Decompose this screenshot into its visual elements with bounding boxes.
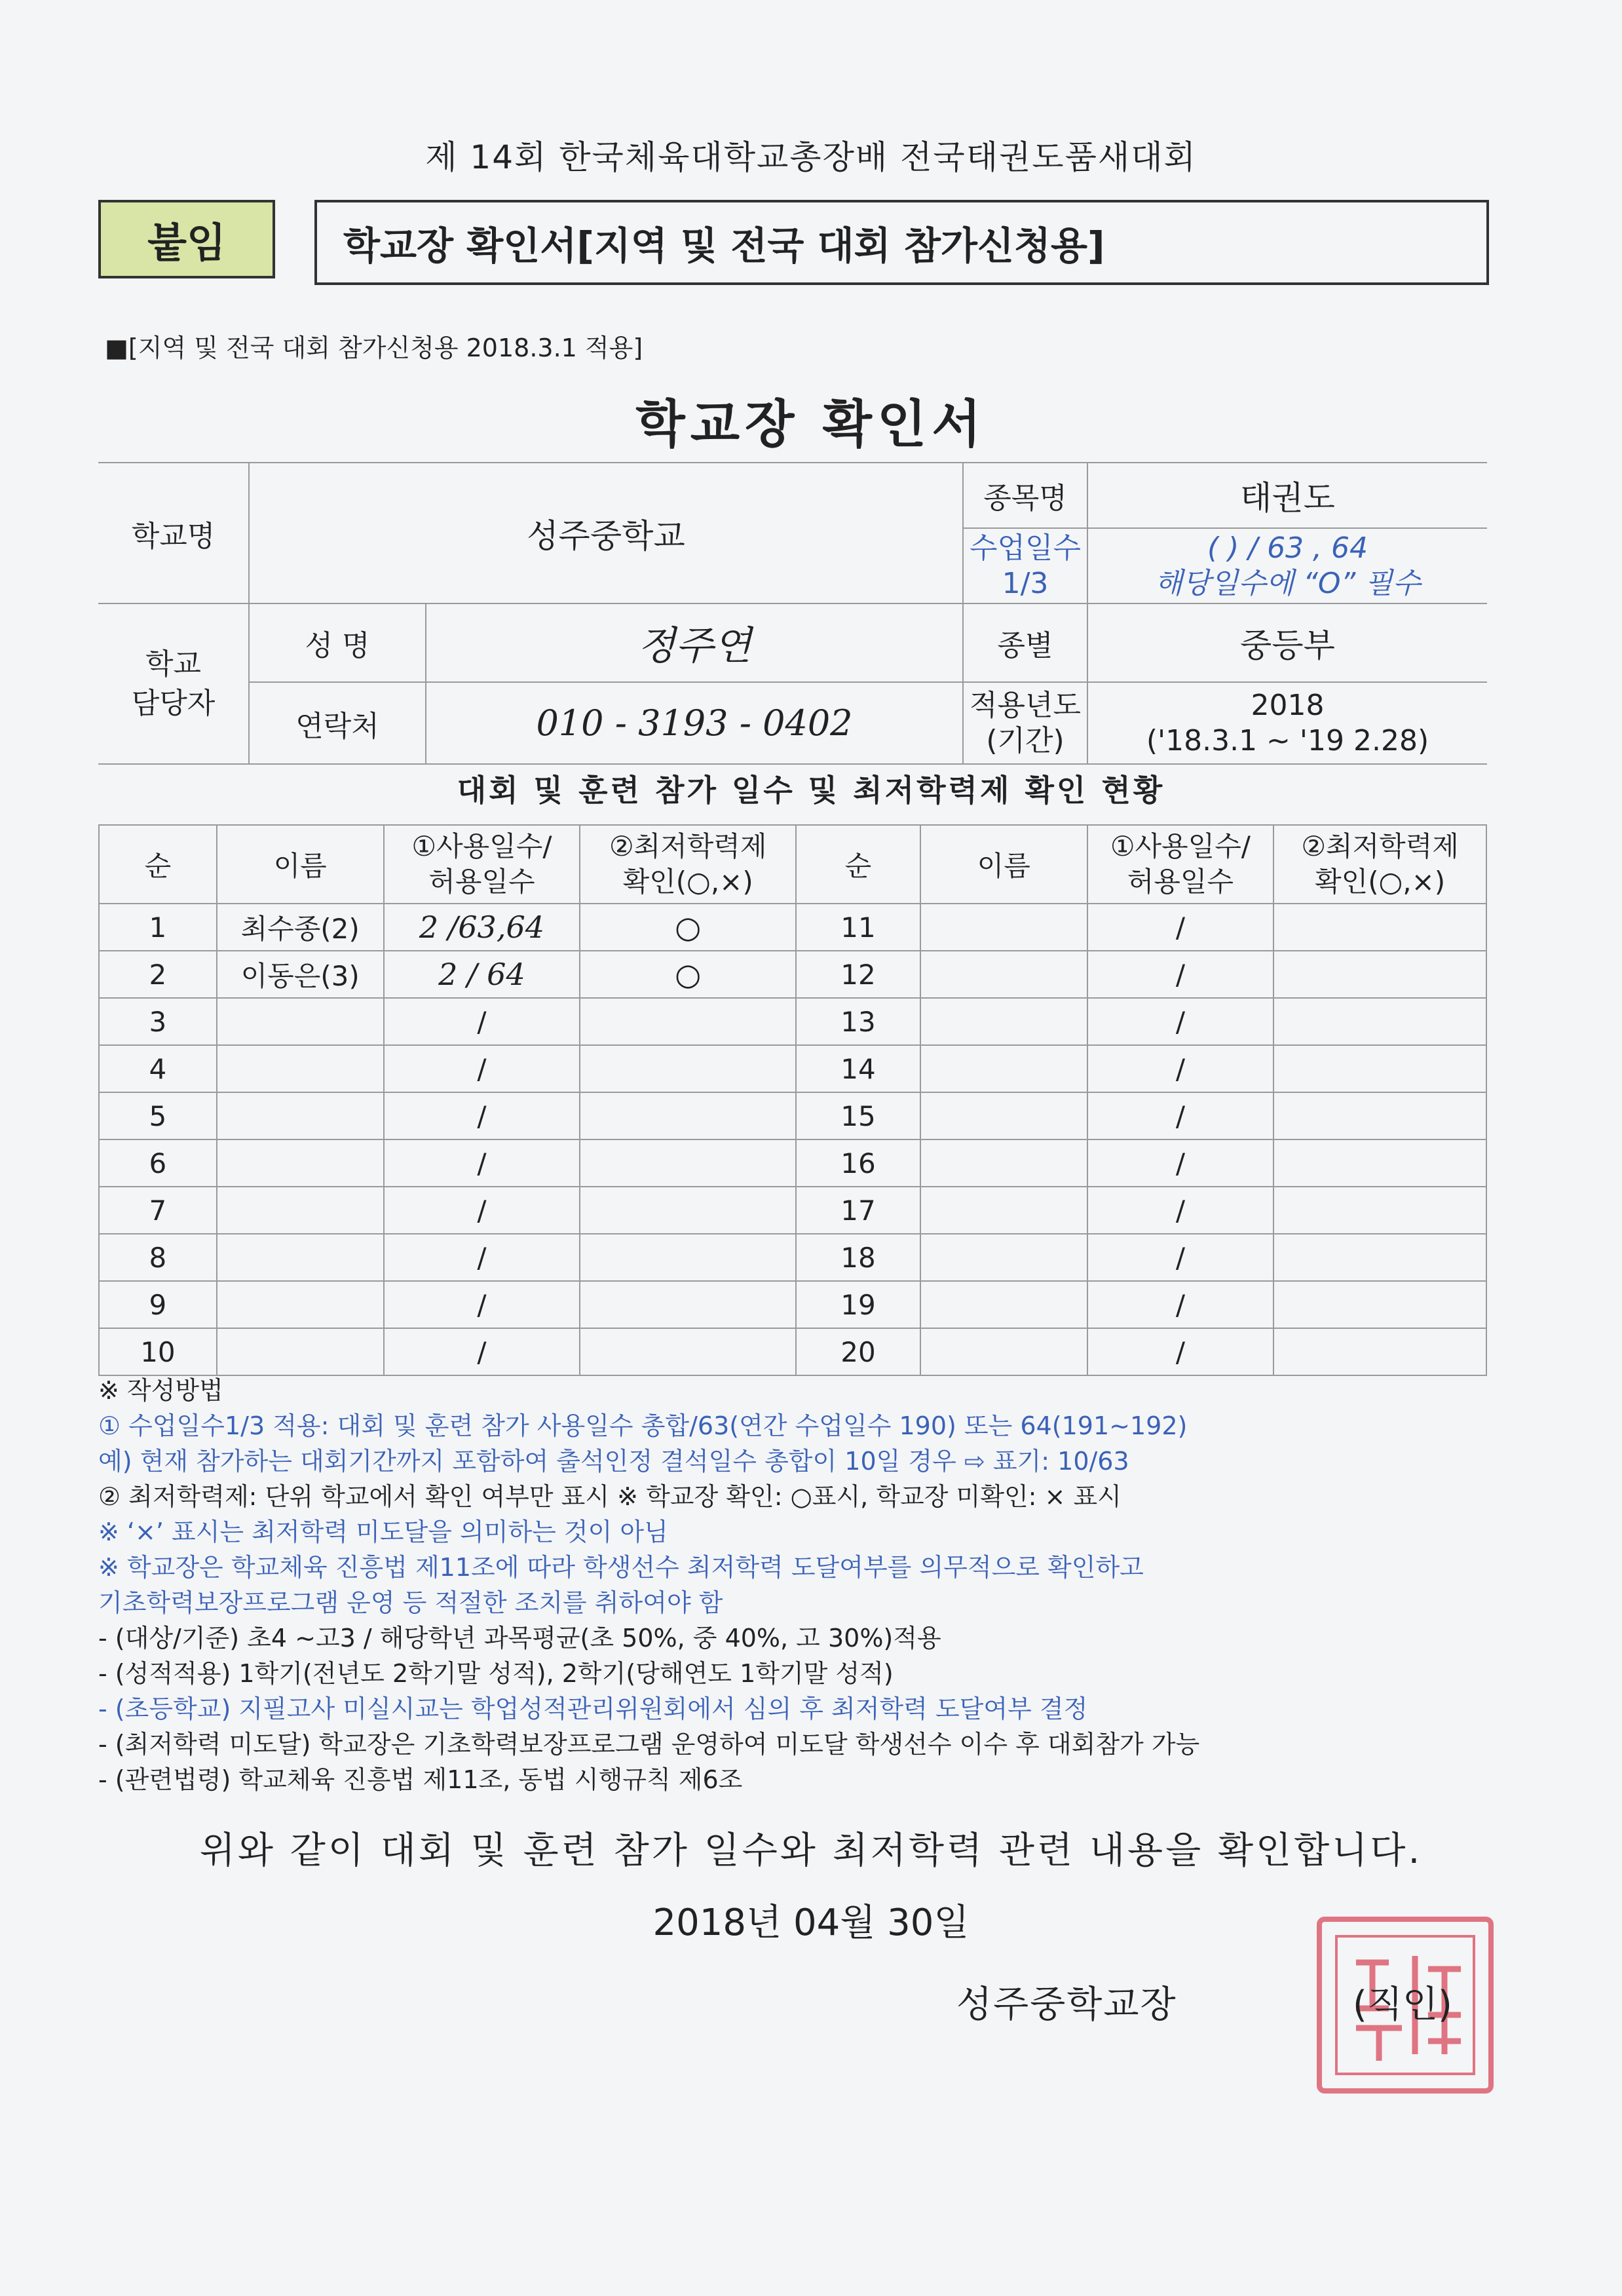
- instruction-line: 예) 현재 참가하는 대회기간까지 포함하여 출석인정 결석일수 총합이 10일 경우 ⇨ 표기: 10/63: [98, 1447, 1129, 1476]
- row-number: 1: [99, 904, 217, 951]
- col-days: [384, 825, 580, 904]
- days-used: /: [384, 998, 580, 1045]
- grade-check: [1273, 1328, 1486, 1375]
- row-number: 4: [99, 1045, 217, 1092]
- table-row: [99, 1092, 1486, 1139]
- row-number: 10: [99, 1328, 217, 1375]
- row-number: 7: [99, 1187, 217, 1234]
- division-label: 종별: [963, 603, 1087, 682]
- instruction-line: ※ 학교장은 학교체육 진흥법 제11조에 따라 학생선수 최저학력 도달여부를 의무적으로 확인하고: [98, 1553, 1144, 1582]
- instruction-line: ① 수업일수1/3 적용: 대회 및 훈련 참가 사용일수 총합/63(연간 수업일수 190) 또는 64(191~192): [98, 1411, 1188, 1440]
- student-name: [217, 1187, 384, 1234]
- grade-check: [1273, 904, 1486, 951]
- info-table: [98, 462, 1487, 765]
- grade-check: [580, 1139, 796, 1187]
- table-row: [99, 904, 1486, 951]
- student-name: [920, 998, 1087, 1045]
- days-used: /: [384, 1187, 580, 1234]
- grade-check: [1273, 1281, 1486, 1328]
- year-label-line2: (기간): [986, 723, 1065, 757]
- instruction-line: - (대상/기준) 초4 ~고3 / 해당학년 과목평균(초 50%, 중 40%, 고 30%)적용: [98, 1624, 941, 1653]
- table-row: [99, 1187, 1486, 1234]
- instruction-line: - (최저학력 미도달) 학교장은 기초학력보장프로그램 운영하여 미도달 학생선수 이수 후 대회참가 가능: [98, 1730, 1200, 1759]
- student-name: [217, 1045, 384, 1092]
- days-used: /: [1087, 1281, 1274, 1328]
- days-used: /: [1087, 904, 1274, 951]
- year-label-line1: 적용년도: [969, 688, 1081, 722]
- col-days-line2: 허용일수: [428, 866, 535, 898]
- student-name: [217, 1139, 384, 1187]
- instruction-line: ※ ‘×’ 표시는 최저학력 미도달을 의미하는 것이 아님: [98, 1518, 668, 1546]
- days-used: /: [1087, 998, 1274, 1045]
- grade-check: [1273, 1234, 1486, 1281]
- grade-check: [580, 1328, 796, 1375]
- staff-label-line2: 담당자: [131, 686, 216, 720]
- grade-check: [580, 1092, 796, 1139]
- row-number: 16: [796, 1139, 920, 1187]
- table-row: [99, 1045, 1486, 1092]
- col-grade-line2: 확인(○,×): [622, 866, 753, 898]
- days-used: /: [1087, 1139, 1274, 1187]
- row-number: 15: [796, 1092, 920, 1139]
- contact-label: 연락처: [249, 682, 426, 764]
- sport-value: 태권도: [1087, 463, 1487, 528]
- student-name: [217, 998, 384, 1045]
- grade-check: [580, 1045, 796, 1092]
- days-used: /: [1087, 1234, 1274, 1281]
- contact-value: 010 - 3193 - 0402: [426, 682, 963, 764]
- row-number: 8: [99, 1234, 217, 1281]
- grade-check: [580, 1281, 796, 1328]
- instruction-line: - (성적적용) 1학기(전년도 2학기말 성적), 2학기(당해연도 1학기말 성적): [98, 1659, 894, 1688]
- row-number: 12: [796, 951, 920, 998]
- instruction-line: - (초등학교) 지필고사 미실시교는 학업성적관리위원회에서 심의 후 최저학력 도달여부 결정: [98, 1694, 1088, 1723]
- grade-check: [580, 1187, 796, 1234]
- student-name: [920, 951, 1087, 998]
- table-row: [99, 951, 1486, 998]
- instruction-line: 기초학력보장프로그램 운영 등 적절한 조치를 취하여야 함: [98, 1588, 723, 1617]
- col-grade-line1: ②최저학력제: [609, 830, 767, 862]
- class-days-note: 해당일수에 “O” 필수: [1154, 566, 1421, 600]
- days-used: /: [1087, 1187, 1274, 1234]
- table-row: [99, 1328, 1486, 1375]
- student-name: [920, 1234, 1087, 1281]
- grade-check: ○: [580, 951, 796, 998]
- table-row: [99, 1139, 1486, 1187]
- row-number: 9: [99, 1281, 217, 1328]
- student-name: [217, 1092, 384, 1139]
- application-note: ■[지역 및 전국 대회 참가신청용 2018.3.1 적용]: [105, 334, 643, 362]
- instruction-line: ② 최저학력제: 단위 학교에서 확인 여부만 표시 ※ 학교장 확인: ○표시, 학교장 미확인: × 표시: [98, 1482, 1122, 1511]
- grade-check: [1273, 1139, 1486, 1187]
- division-value: 중등부: [1087, 603, 1487, 682]
- grade-check: [1273, 1187, 1486, 1234]
- days-used: /: [384, 1234, 580, 1281]
- class-days-value: [1087, 528, 1487, 603]
- days-used: /: [1087, 1328, 1274, 1375]
- row-number: 5: [99, 1092, 217, 1139]
- col-name-2: 이름: [920, 825, 1087, 904]
- row-number: 11: [796, 904, 920, 951]
- student-name: [920, 1045, 1087, 1092]
- class-days-label: [963, 528, 1087, 603]
- staff-label: [98, 603, 249, 764]
- row-number: 14: [796, 1045, 920, 1092]
- row-number: 6: [99, 1139, 217, 1187]
- student-name: [920, 1187, 1087, 1234]
- principal-name: 성주중학교장: [956, 1983, 1177, 2026]
- section-title: 대회 및 훈련 참가 일수 및 최저학력제 확인 현황: [457, 773, 1165, 808]
- year-number: 2018: [1251, 688, 1325, 722]
- col-days-2: [1087, 825, 1274, 904]
- grade-check: [580, 998, 796, 1045]
- row-number: 19: [796, 1281, 920, 1328]
- col-no: 순: [99, 825, 217, 904]
- class-days-fraction: ( ) / 63 , 64: [1207, 531, 1368, 565]
- student-name: [217, 1281, 384, 1328]
- days-used: 2 / 64: [384, 951, 580, 998]
- sport-label: 종목명: [963, 463, 1087, 528]
- document-date: 2018년 04월 30일: [652, 1902, 970, 1944]
- instruction-line: - (관련법령) 학교체육 진흥법 제11조, 동법 시행규칙 제6조: [98, 1765, 743, 1794]
- student-name: [920, 904, 1087, 951]
- col-name: 이름: [217, 825, 384, 904]
- grade-check: [580, 1234, 796, 1281]
- grade-check: [1273, 951, 1486, 998]
- instruction-line: ※ 작성방법: [98, 1376, 223, 1405]
- col-grade: [580, 825, 796, 904]
- grade-check: [1273, 1092, 1486, 1139]
- days-used: 2 /63,64: [384, 904, 580, 951]
- row-number: 17: [796, 1187, 920, 1234]
- name-label: 성 명: [249, 603, 426, 682]
- year-period: ('18.3.1 ~ '19 2.28): [1146, 723, 1429, 757]
- year-value: [1087, 682, 1487, 764]
- row-number: 3: [99, 998, 217, 1045]
- instructions: [98, 1373, 1507, 1797]
- document-title: 학교장 확인서: [635, 395, 987, 454]
- table-row: [99, 1234, 1486, 1281]
- col-days-line1: ①사용일수/: [411, 830, 552, 862]
- staff-label-line1: 학교: [145, 647, 201, 681]
- days-used: /: [384, 1092, 580, 1139]
- school-label: 학교명: [98, 463, 249, 603]
- col-no-2: 순: [796, 825, 920, 904]
- student-name: 최수종(2): [217, 904, 384, 951]
- student-name: [920, 1139, 1087, 1187]
- days-used: /: [1087, 1092, 1274, 1139]
- student-name: [217, 1234, 384, 1281]
- days-used: /: [384, 1281, 580, 1328]
- row-number: 2: [99, 951, 217, 998]
- roster-header-row: [99, 825, 1486, 904]
- days-used: /: [1087, 1045, 1274, 1092]
- event-title: 제 14회 한국체육대학교총장배 전국태권도품새대회: [425, 138, 1197, 176]
- student-name: 이동은(3): [217, 951, 384, 998]
- grade-check: [1273, 998, 1486, 1045]
- col-days-2-line2: 허용일수: [1127, 866, 1234, 898]
- row-number: 13: [796, 998, 920, 1045]
- days-used: /: [1087, 951, 1274, 998]
- col-days-2-line1: ①사용일수/: [1110, 830, 1251, 862]
- grade-check: ○: [580, 904, 796, 951]
- table-row: [99, 1281, 1486, 1328]
- table-row: [99, 998, 1486, 1045]
- days-used: /: [384, 1139, 580, 1187]
- student-name: [920, 1092, 1087, 1139]
- student-name: [217, 1328, 384, 1375]
- col-grade-2: [1273, 825, 1486, 904]
- header-title: 학교장 확인서[지역 및 전국 대회 참가신청용]: [314, 200, 1489, 285]
- roster-table: [98, 824, 1487, 1376]
- days-used: /: [384, 1045, 580, 1092]
- row-number: 18: [796, 1234, 920, 1281]
- col-grade-2-line1: ②최저학력제: [1301, 830, 1459, 862]
- attachment-badge: 붙임: [98, 200, 275, 278]
- confirmation-statement: 위와 같이 대회 및 훈련 참가 일수와 최저학력 관련 내용을 확인합니다.: [199, 1829, 1423, 1872]
- staff-name: 정주연: [426, 603, 963, 682]
- row-number: 20: [796, 1328, 920, 1375]
- student-name: [920, 1328, 1087, 1375]
- seal-label: (직인): [1353, 1983, 1452, 2026]
- col-grade-2-line2: 확인(○,×): [1315, 866, 1446, 898]
- year-label: [963, 682, 1087, 764]
- class-days-label-line2: 1/3: [1002, 566, 1049, 600]
- grade-check: [1273, 1045, 1486, 1092]
- school-name: 성주중학교: [249, 463, 963, 603]
- days-used: /: [384, 1328, 580, 1375]
- student-name: [920, 1281, 1087, 1328]
- class-days-label-line1: 수업일수: [969, 531, 1081, 565]
